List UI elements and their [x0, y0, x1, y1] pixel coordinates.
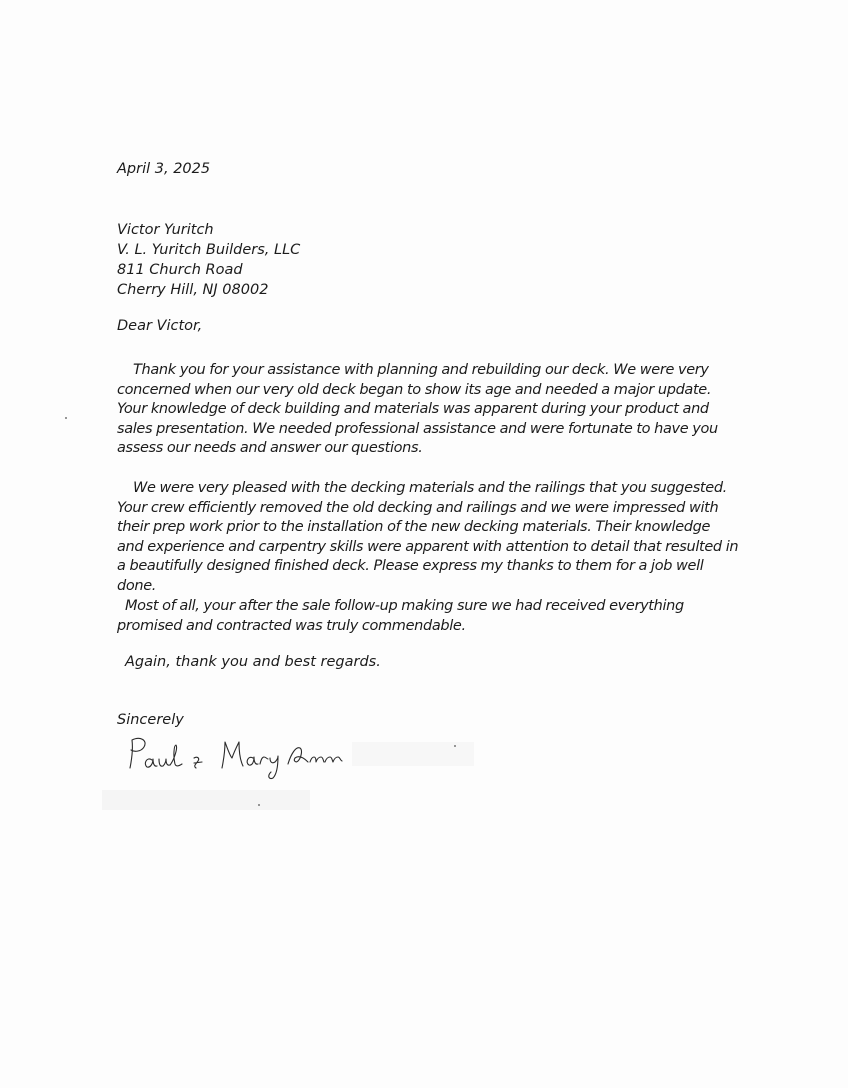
recipient-name: Victor Yuritch: [117, 222, 214, 238]
sign-off: Sincerely: [117, 712, 184, 728]
paper-speck: [454, 745, 456, 747]
body-paragraph-2: We were very pleased with the decking materials and the railings that you suggested. Your crew efficiently removed the old decking and railings and we were impressed with their prep work prior to the installation of the new decking materials. Their knowledge and experience and carpentry skills were apparent with attention to detail that resulted in a beautifully designed finished deck. Please express my thanks to them for a job well done.: [117, 480, 739, 594]
salutation: Dear Victor,: [117, 318, 203, 334]
letter-date: April 3, 2025: [117, 161, 211, 177]
body-paragraph-1: Thank you for your assistance with planning and rebuilding our deck. We were very concerned when our very old deck began to show its age and needed a major update. Your knowledge of deck building and materials was apparent during your product and sales presentation. We needed professional assistance and were fortunate to have you assess our needs and answer our questions.: [117, 362, 718, 456]
recipient-company: V. L. Yuritch Builders, LLC: [117, 242, 301, 258]
redacted-printed-name: [102, 790, 310, 810]
recipient-street: 811 Church Road: [117, 262, 243, 278]
handwritten-signature: [118, 728, 378, 784]
paper-speck: [258, 804, 260, 806]
paper-speck: [65, 417, 67, 419]
closing-line: Again, thank you and best regards.: [125, 654, 381, 670]
recipient-city: Cherry Hill, NJ 08002: [117, 282, 269, 298]
body-paragraph-3: Most of all, your after the sale follow-up making sure we had received everything promised and contracted was truly commendable.: [117, 598, 684, 634]
recipient-address: [117, 220, 300, 300]
